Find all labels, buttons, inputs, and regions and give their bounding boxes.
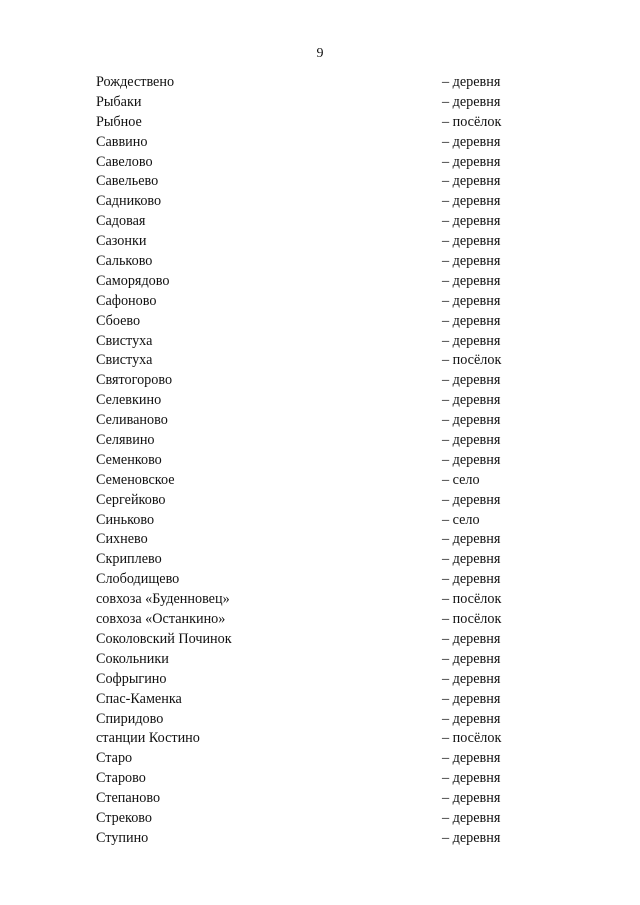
list-item <box>0 292 640 312</box>
settlement-type: – деревня <box>442 153 501 170</box>
settlement-name: Слободищево <box>96 571 180 588</box>
list-item <box>0 351 640 371</box>
settlement-name: Селиваново <box>96 412 168 429</box>
list-item <box>0 710 640 730</box>
list-item <box>0 590 640 610</box>
settlement-type: – деревня <box>442 451 501 468</box>
list-item <box>0 312 640 332</box>
settlement-name: Сихнево <box>96 531 148 548</box>
settlement-name: Святогорово <box>96 372 173 389</box>
settlement-type: – деревня <box>442 531 501 548</box>
list-item <box>0 93 640 113</box>
list-item <box>0 431 640 451</box>
settlement-type: – посёлок <box>442 113 502 130</box>
settlement-name: Степаново <box>96 790 161 807</box>
list-item <box>0 530 640 550</box>
list-item <box>0 73 640 93</box>
settlement-type: – деревня <box>442 74 501 90</box>
list-item <box>0 690 640 710</box>
settlement-name: совхоза «Останкино» <box>96 611 226 628</box>
list-item <box>0 809 640 829</box>
settlement-name: Сокольники <box>96 650 169 667</box>
settlement-type: – деревня <box>442 93 501 110</box>
list-item <box>0 789 640 809</box>
list-item <box>0 232 640 252</box>
settlement-name: Спас-Каменка <box>96 690 182 707</box>
settlement-type: – деревня <box>442 392 501 409</box>
list-item <box>0 272 640 292</box>
settlement-name: Старово <box>96 770 146 787</box>
settlement-name: Свистуха <box>96 332 153 349</box>
settlement-type: – посёлок <box>442 611 502 628</box>
list-item <box>0 451 640 471</box>
list-item <box>0 570 640 590</box>
list-item <box>0 471 640 491</box>
settlement-name: станции Костино <box>96 730 200 747</box>
settlement-type: – деревня <box>442 233 501 250</box>
list-item <box>0 252 640 272</box>
list-item <box>0 670 640 690</box>
list-item <box>0 371 640 391</box>
settlement-name: Свистуха <box>96 352 153 369</box>
settlement-name: Садовая <box>96 213 146 230</box>
settlement-type: – деревня <box>442 272 501 289</box>
settlement-type: – деревня <box>442 173 501 190</box>
settlement-name: Семенково <box>96 451 162 468</box>
settlement-name: Скриплево <box>96 551 162 568</box>
settlement-type: – деревня <box>442 750 501 767</box>
settlement-type: – деревня <box>442 551 501 568</box>
list-item <box>0 192 640 212</box>
list-item <box>0 729 640 749</box>
list-item <box>0 749 640 769</box>
settlement-type: – посёлок <box>442 730 502 747</box>
settlement-type: – деревня <box>442 292 501 309</box>
list-item <box>0 172 640 192</box>
list-item <box>0 332 640 352</box>
list-item <box>0 610 640 630</box>
settlement-name: Старо <box>96 750 133 767</box>
list-item <box>0 650 640 670</box>
settlement-type: – деревня <box>442 312 501 329</box>
list-item <box>0 411 640 431</box>
list-item <box>0 113 640 133</box>
settlement-type: – село <box>442 511 480 528</box>
settlement-name: Ступино <box>96 829 149 846</box>
page-number: 9 <box>316 46 324 61</box>
settlement-name: Саввино <box>96 133 148 150</box>
settlement-type: – деревня <box>442 133 501 150</box>
settlement-name: Рыбаки <box>96 93 142 110</box>
settlement-name: Савелово <box>96 153 153 170</box>
settlement-type: – посёлок <box>442 591 502 608</box>
list-item <box>0 630 640 650</box>
settlement-type: – деревня <box>442 670 501 687</box>
list-item <box>0 391 640 411</box>
settlement-name: Рыбное <box>96 113 142 130</box>
settlement-name: Сафоново <box>96 292 157 309</box>
settlement-type: – деревня <box>442 491 501 508</box>
list-item <box>0 212 640 232</box>
list-item <box>0 769 640 789</box>
settlement-type: – деревня <box>442 690 501 707</box>
settlement-name: Саморядово <box>96 272 170 289</box>
list-item <box>0 550 640 570</box>
settlement-type: – деревня <box>442 332 501 349</box>
list-item <box>0 829 640 849</box>
settlement-type: – деревня <box>442 372 501 389</box>
settlement-name: Селявино <box>96 432 155 449</box>
settlement-name: Сергейково <box>96 491 166 508</box>
settlement-type: – деревня <box>442 650 501 667</box>
settlement-name: Сазонки <box>96 233 147 250</box>
settlement-type: – деревня <box>442 253 501 270</box>
settlement-type: – деревня <box>442 770 501 787</box>
settlement-name: Сальково <box>96 253 153 270</box>
settlement-type: – деревня <box>442 790 501 807</box>
settlement-type: – деревня <box>442 412 501 429</box>
settlement-name: Садниково <box>96 193 162 210</box>
settlement-type: – деревня <box>442 193 501 210</box>
list-item <box>0 153 640 173</box>
settlement-type: – деревня <box>442 809 501 826</box>
settlement-type: – село <box>442 471 480 488</box>
settlement-name: Соколовский Починок <box>96 630 232 647</box>
settlement-type: – деревня <box>442 571 501 588</box>
list-item <box>0 511 640 531</box>
settlement-name: Семеновское <box>96 471 175 488</box>
settlement-type: – деревня <box>442 710 501 727</box>
settlement-type: – посёлок <box>442 352 502 369</box>
settlement-type: – деревня <box>442 432 501 449</box>
settlement-name: Синьково <box>96 511 155 528</box>
settlement-name: совхоза «Буденновец» <box>96 591 230 608</box>
settlement-name: Стреково <box>96 809 153 826</box>
settlement-type: – деревня <box>442 630 501 647</box>
settlement-name: Селевкино <box>96 392 162 409</box>
settlement-list <box>0 73 640 849</box>
settlement-type: – деревня <box>442 213 501 230</box>
settlement-name: Савельево <box>96 173 159 190</box>
settlement-name: Рождествено <box>96 74 175 90</box>
settlement-name: Сбоево <box>96 312 141 329</box>
settlement-type: – деревня <box>442 829 501 846</box>
list-item <box>0 133 640 153</box>
list-item <box>0 491 640 511</box>
settlement-name: Софрыгино <box>96 670 167 687</box>
settlement-name: Спиридово <box>96 710 164 727</box>
